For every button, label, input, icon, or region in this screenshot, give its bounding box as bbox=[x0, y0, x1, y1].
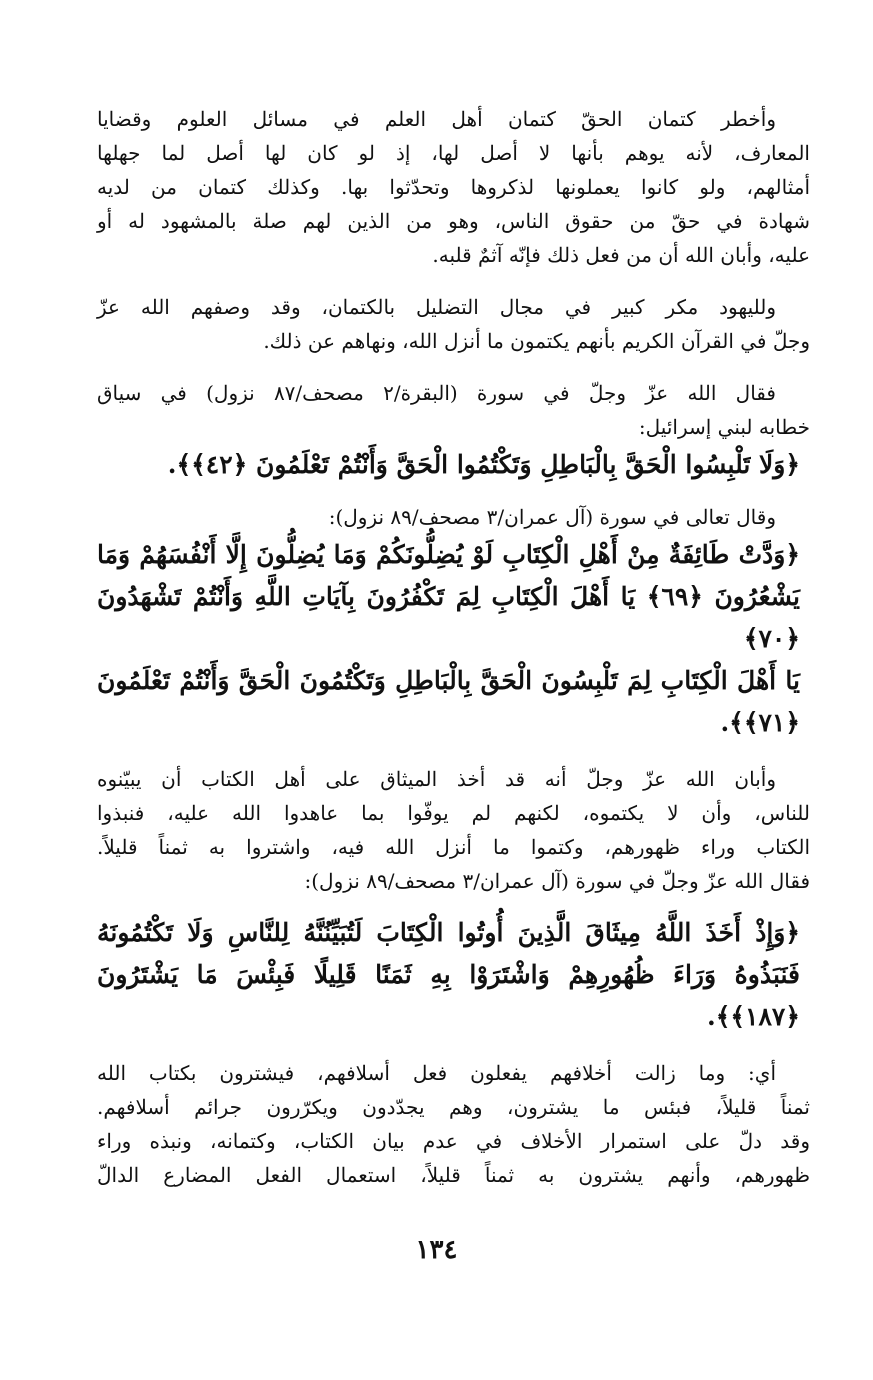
paragraph-4-line: وقال تعالى في سورة (آل عمران/٣ مصحف/٨٩ نزول): bbox=[328, 505, 776, 529]
paragraph-5-line: للناس، وأن لا يكتموه، لكنهم لم يوفّوا بما عاهدوا الله عليه، فنبذوا bbox=[97, 801, 810, 825]
quran-verse-1 bbox=[97, 444, 810, 486]
page-body bbox=[97, 102, 810, 1192]
paragraph-6-line: أي: وما زالت أخلافهم يفعلون فعل أسلافهم، فيشترون بكتاب الله bbox=[97, 1061, 776, 1085]
paragraph-5 bbox=[97, 762, 810, 898]
paragraph-5-line: فقال الله عزّ وجلّ في سورة (آل عمران/٣ مصحف/٨٩ نزول): bbox=[304, 869, 810, 893]
paragraph-1-line: أمثالهم، ولو كانوا يعملونها لذكروها وتحدّثوا بها. وكذلك كتمان من لديه bbox=[97, 175, 810, 199]
paragraph-4 bbox=[97, 500, 810, 534]
verse-line: يَا أَهْلَ الْكِتَابِ لِمَ تَلْبِسُونَ الْحَقَّ بِالْبَاطِلِ وَتَكْتُمُونَ الْحَقَّ وَأَنْتُمْ تَعْلَمُونَ ﴿٧١﴾﴾. bbox=[97, 666, 800, 737]
paragraph-5-line: الكتاب وراء ظهورهم، وكتموا ما أنزل الله فيه، واشتروا به ثمناً قليلاً. bbox=[97, 835, 810, 859]
paragraph-1-line: شهادة في حقّ من حقوق الناس، وهو من الذين لهم صلة بالمشهود له أو bbox=[97, 209, 810, 233]
verse-line: ﴿وَلَا تَلْبِسُوا الْحَقَّ بِالْبَاطِلِ وَتَكْتُمُوا الْحَقَّ وَأَنْتُمْ تَعْلَمُونَ ﴿٤٢﴾﴾. bbox=[167, 450, 800, 479]
quran-verse-2 bbox=[97, 534, 810, 744]
verse-line: فَنَبَذُوهُ وَرَاءَ ظُهُورِهِمْ وَاشْتَرَوْا بِهِ ثَمَنًا قَلِيلًا فَبِئْسَ مَا يَشْتَرُونَ ﴿١٨٧﴾﴾. bbox=[97, 960, 800, 1031]
page-number: ١٣٤ bbox=[415, 1235, 458, 1265]
paragraph-1-line: وأخطر كتمان الحقّ كتمان أهل العلم في مسائل العلوم وقضايا bbox=[97, 107, 776, 131]
paragraph-1-line: المعارف، لأنه يوهم بأنها لا أصل لها، إذ لو كان لها أصل لما جهلها bbox=[97, 141, 810, 165]
paragraph-3 bbox=[97, 376, 810, 444]
paragraph-1-line: عليه، وأبان الله أن من فعل ذلك فإنّه آثمٌ قلبه. bbox=[432, 243, 810, 267]
paragraph-2-line: ولليهود مكر كبير في مجال التضليل بالكتمان، وقد وصفهم الله عزّ bbox=[97, 295, 776, 319]
paragraph-6-line: ظهورهم، وأنهم يشترون به ثمناً قليلاً، استعمال الفعل المضارع الدالّ bbox=[97, 1163, 810, 1187]
verse-line: ﴿وَدَّتْ طَائِفَةٌ مِنْ أَهْلِ الْكِتَابِ لَوْ يُضِلُّونَكُمْ وَمَا يُضِلُّونَ إِلَّا أَنْفُسَهُمْ وَمَا bbox=[97, 540, 800, 569]
quran-verse-3 bbox=[97, 912, 810, 1038]
paragraph-1 bbox=[97, 102, 810, 272]
paragraph-2 bbox=[97, 290, 810, 358]
paragraph-5-line: وأبان الله عزّ وجلّ أنه قد أخذ الميثاق على أهل الكتاب أن يبيّنوه bbox=[97, 767, 776, 791]
paragraph-2-line: وجلّ في القرآن الكريم بأنهم يكتمون ما أنزل الله، ونهاهم عن ذلك. bbox=[263, 329, 810, 353]
verse-line: يَشْعُرُونَ ﴿٦٩﴾ يَا أَهْلَ الْكِتَابِ لِمَ تَكْفُرُونَ بِآيَاتِ اللَّهِ وَأَنْتُمْ تَشْهَدُونَ ﴿٧٠﴾ bbox=[97, 582, 800, 653]
paragraph-6-line: ثمناً قليلاً، فبئس ما يشترون، وهم يجدّدون ويكرّرون جرائم أسلافهم. bbox=[97, 1095, 810, 1119]
paragraph-6 bbox=[97, 1056, 810, 1192]
verse-line: ﴿وَإِذْ أَخَذَ اللَّهُ مِيثَاقَ الَّذِينَ أُوتُوا الْكِتَابَ لَتُبَيِّنُنَّهُ لِلنَّاسِ وَلَا تَكْتُمُونَهُ bbox=[97, 918, 800, 947]
paragraph-3-line: خطابه لبني إسرائيل: bbox=[638, 415, 810, 439]
paragraph-3-line: فقال الله عزّ وجلّ في سورة (البقرة/٢ مصحف/٨٧ نزول) في سياق bbox=[97, 381, 776, 405]
paragraph-6-line: وقد دلّ على استمرار الأخلاف في عدم بيان الكتاب، وكتمانه، ونبذه وراء bbox=[97, 1129, 810, 1153]
